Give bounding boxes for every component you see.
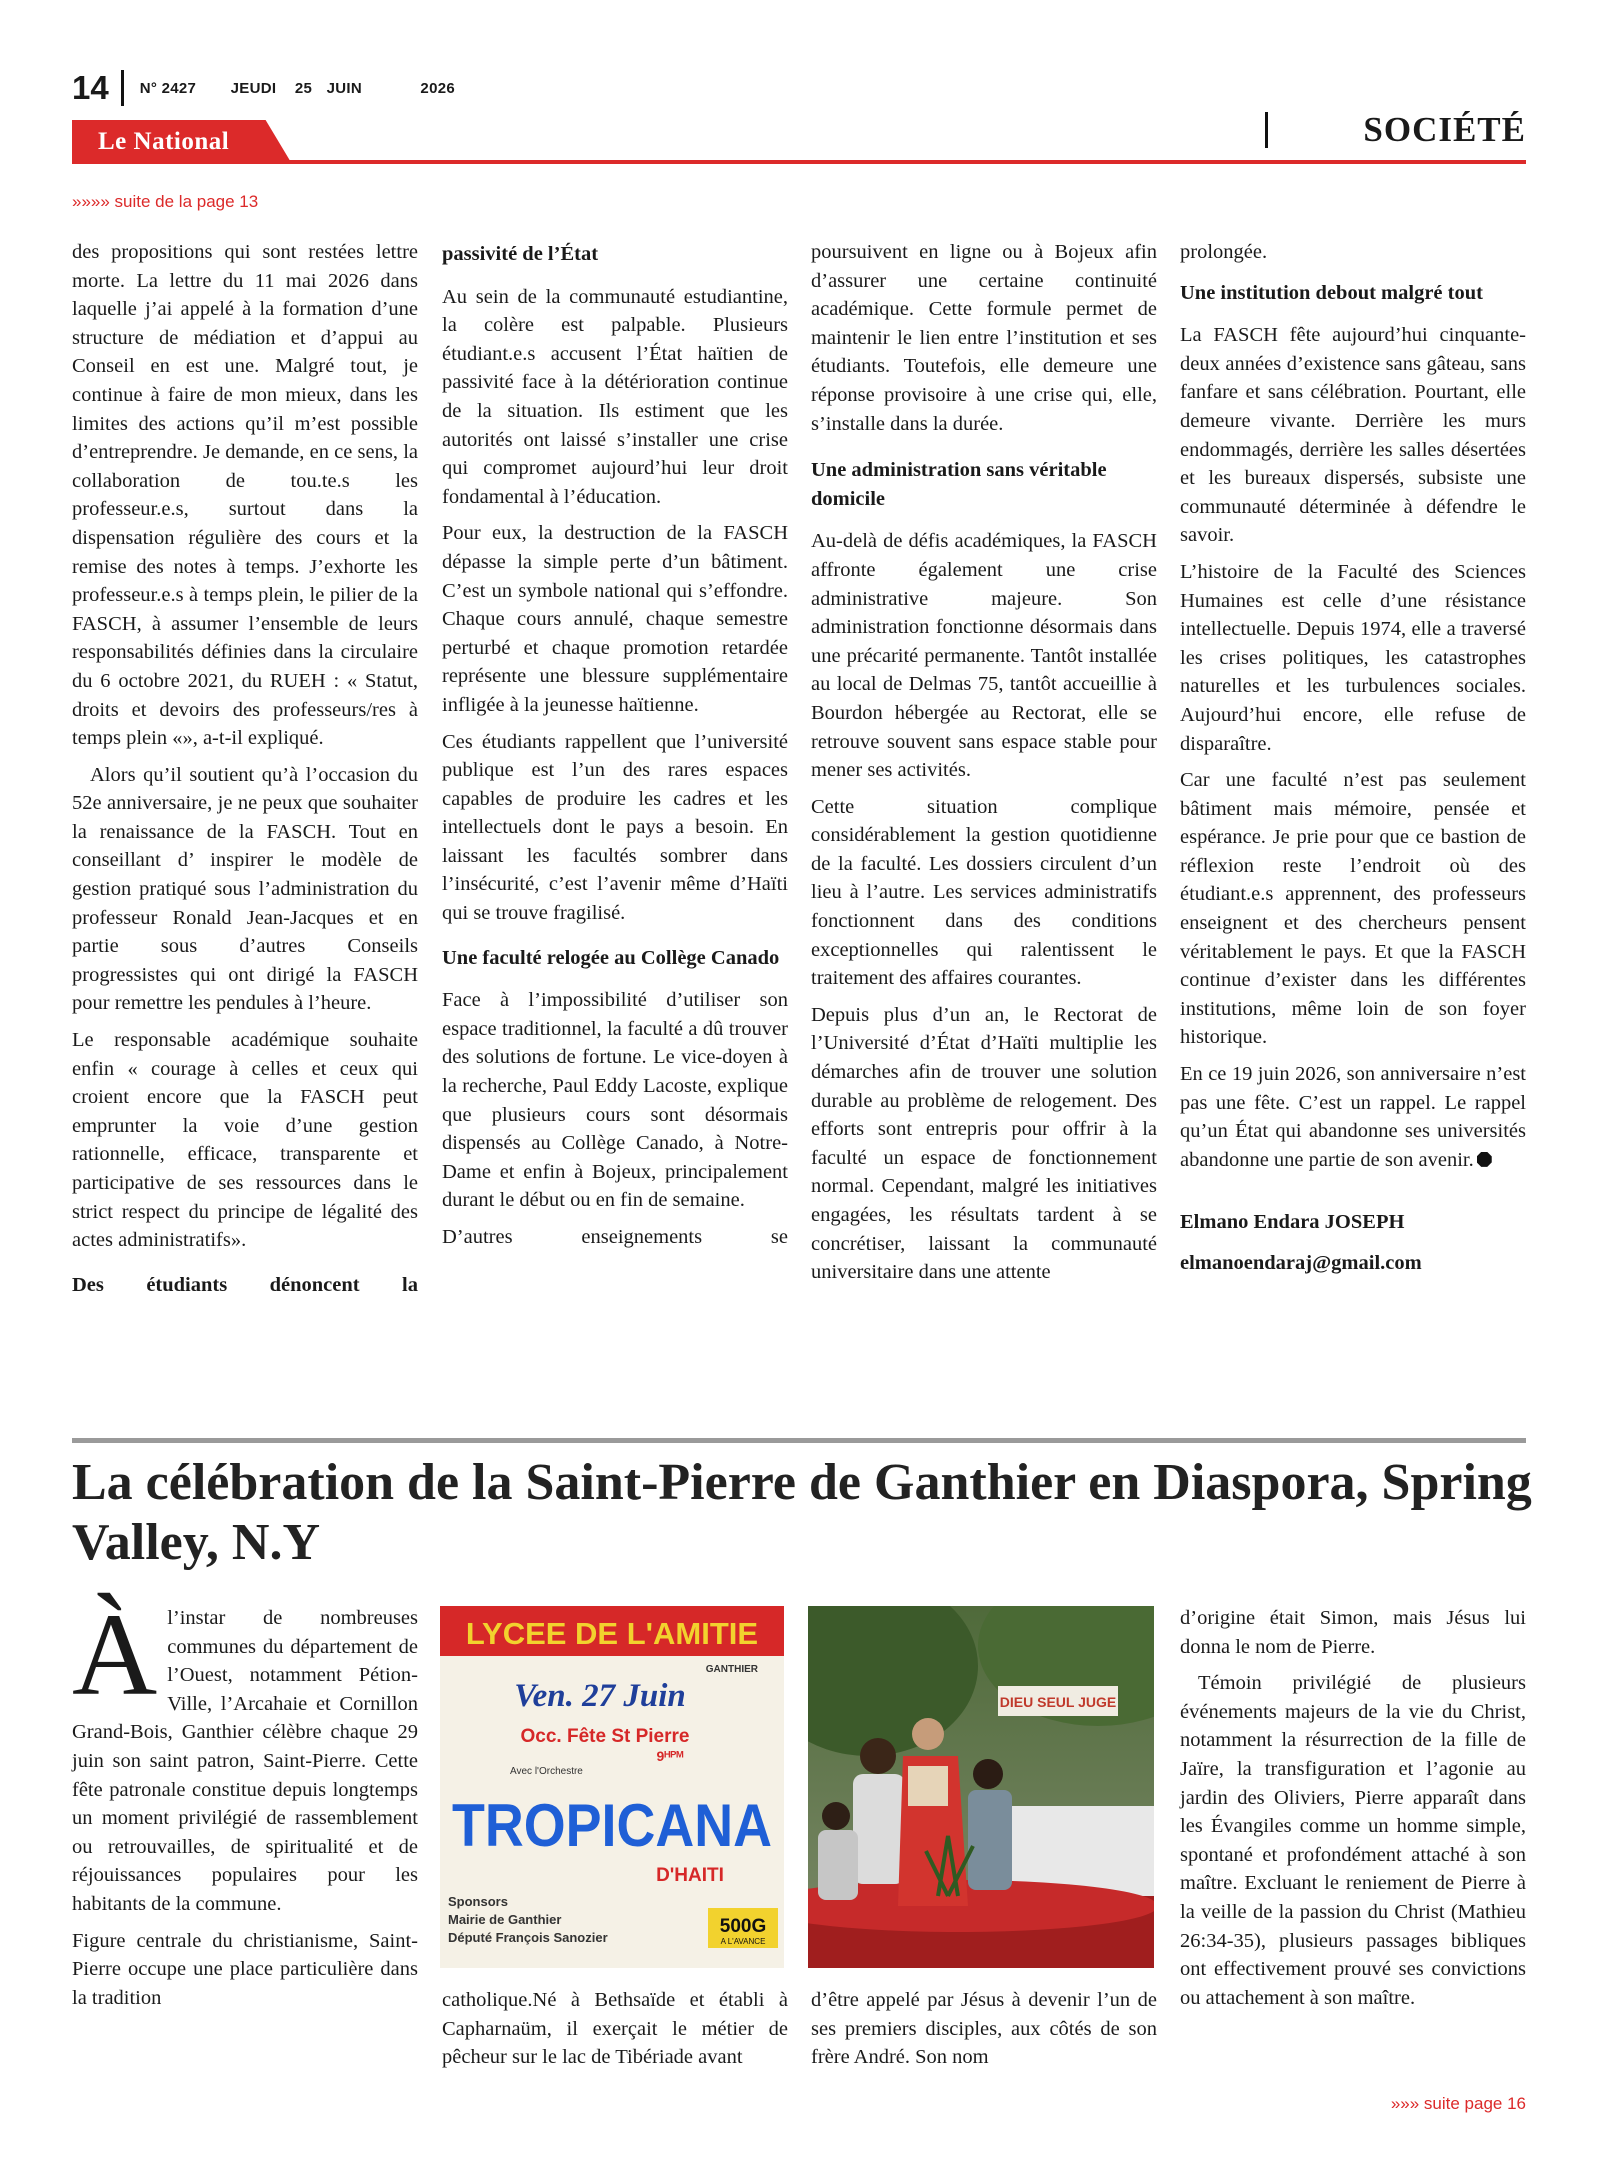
issue-year: 2026 (420, 79, 455, 97)
article1-column-1 (72, 238, 418, 1313)
header-rule (72, 160, 1526, 164)
issue-meta (140, 80, 485, 97)
poster-date: Ven. 27 Juin (514, 1678, 686, 1714)
poster-occasion: Occ. Fête St Pierre (520, 1726, 690, 1747)
poster-price-note: A L'AVANCE (720, 1937, 766, 1946)
subheading: Des étudiants dénoncent la (72, 1273, 418, 1296)
paragraph-text: En ce 19 juin 2026, son anniversaire n’est pas une fête. C’est un rappel. Le rappel qu’un État qui abandonne ses universités abandonne une partie de son avenir. (1180, 1063, 1526, 1171)
poster-sponsor-2: Député François Sanozier (448, 1930, 608, 1945)
poster-place: GANTHIER (705, 1664, 758, 1675)
paragraph (72, 1589, 418, 1919)
article1-column-4 (1180, 238, 1526, 1286)
paragraph: prolongée. (1180, 241, 1268, 263)
poster-time: 9ᴴᴾᴹ (656, 1748, 684, 1764)
issue-month: JUIN (326, 79, 362, 97)
article2-column-4 (1180, 1604, 1526, 2020)
procession-photo-graphic (808, 1606, 1154, 1968)
article-divider (72, 1438, 1526, 1443)
brand-name: Le National (98, 128, 230, 155)
paragraph: D’autres enseignements se (442, 1226, 788, 1248)
paragraph (1180, 1060, 1526, 1174)
paragraph: poursuivent en ligne ou à Bojeux afin d’assurer une certaine continuité académique. Cette formule permet de maintenir le lien entre l’institution et ses étudiants. Toutefois, elle demeure une réponse provisoire à une crise qui, elle, s’installe dans la durée. (811, 241, 1157, 435)
paragraph: des propositions qui sont restées lettre morte. La lettre du 11 mai 2026 dans laquelle j’ai appelé à la formation d’une structure de médiation et d’appui au Conseil en est une. Malgré tout, je continue à faire de mon mieux, dans les limites des actions qu’il m’est possible d’entreprendre. Je demande, en ce sens, la collaboration de tou.te.s les professeur.e.s, surtout dans la dispensation régulière des cours et la remise des notes à temps. J’exhorte les professeur.e.s à temps plein, le pilier de la FASCH, à assumer l’ensemble de leurs responsabilités définies dans la circulaire du 6 octobre 2021, du RUEH : « Statut, droits et devoirs des professeurs/res à temps plein «», a-t-il expliqué. (72, 241, 418, 750)
poster-price: 500G (719, 1916, 767, 1937)
paragraph: Car une faculté n’est pas seulement bâtiment mais mémoire, pensée et espérance. Je prie pour que ce bastion de réflexion reste l’endroit où des étudiant.e.s apprennent, des professeurs enseignent et des chercheurs pensent véritablement le pays. Et que la FASCH continue d’exister dans les différentes institutions, même loin de son foyer historique. (1180, 769, 1526, 1049)
paragraph: Le responsable académique souhaite enfin « courage à celles et ceux qui croient encore que la FASCH peut emprunter la voie d’une gestion rationnelle, efficace, transparente et participative de ses ressources dans le strict respect du principe de légalité des actes administratifs». (72, 1029, 418, 1252)
issue-number: N° 2427 (139, 79, 197, 97)
subheading: Une administration sans véritable domicile (811, 459, 1107, 510)
continued-from-link[interactable]: »»»» suite de la page 13 (72, 192, 259, 211)
section-divider (1265, 112, 1268, 148)
header-divider (121, 70, 124, 106)
paragraph: Face à l’impossibilité d’utiliser son espace traditionnel, la faculté a dû trouver des solutions de fortune. Le vice-doyen à la recherche, Paul Eddy Lacoste, explique que plusieurs cours sont désormais dispensés au Collège Canado, à Notre-Dame et enfin à Bojeux, principalement durant le début ou en fin de semaine. (442, 989, 788, 1212)
poster-title: LYCEE DE L'AMITIE (465, 1616, 759, 1651)
page-header (72, 68, 485, 108)
poster-band-sub: D'HAITI (656, 1865, 724, 1886)
subheading: passivité de l’État (442, 243, 599, 265)
paragraph: catholique.Né à Bethsaïde et établi à Capharnaüm, il exerçait le métier de pêcheur sur le lac de Tibériade avant (442, 1989, 788, 2069)
poster-graphic (440, 1606, 784, 1968)
paragraph: Cette situation complique considérablement la gestion quotidienne de la faculté. Les dossiers circulent d’un lieu à l’autre. Les services administratifs fonctionnent dans des conditions exceptionnelles qui ralentissent le traitement des affaires courantes. (811, 795, 1157, 990)
poster-band: TROPICANA (452, 1792, 772, 1859)
page-number: 14 (72, 69, 109, 106)
drop-cap: À (72, 1589, 158, 1720)
paragraph: Au sein de la communauté estudiantine, la colère est palpable. Plusieurs étudiant.e.s accusent l’État haïtien de passivité face à la détérioration continue de la situation. Ils estiment que les autorités ont laissé s’installer une crise qui compromet aujourd’hui leur droit fondamental à l’éducation. (442, 285, 788, 508)
subheading: Une institution debout malgré tout (1180, 281, 1483, 304)
paragraph: Pour eux, la destruction de la FASCH dépasse la simple perte d’un bâtiment. C’est un symbole national qui s’effondre. Chaque cours annulé, chaque semestre perturbé et chaque promotion retardée représente une blessure supplémentaire infligée à la jeunesse haïtienne. (442, 522, 788, 716)
event-poster-image (440, 1606, 784, 1968)
paragraph: Alors qu’il soutient qu’à l’occasion du 52e anniversaire, je ne peux que souhaiter la renaissance de la FASCH. Tout en conseillant d’ inspirer le modèle de gestion pratiqué sous l’administration du professeur Ronald Jean-Jacques et en partie sous d’autres Conseils progressistes qui ont dirigé la FASCH pour remettre les pendules à l’heure. (72, 763, 418, 1015)
paragraph: L’histoire de la Faculté des Sciences Humaines est celle d’une résistance intellectuelle. Depuis 1974, elle a traversé les crises politiques, les catastrophes naturelles et les turbulences sociales. Aujourd’hui encore, elle refuse de disparaître. (1180, 560, 1526, 755)
poster-sponsor-1: Mairie de Ganthier (448, 1912, 562, 1927)
issue-day: JEUDI (230, 79, 277, 97)
article1-column-2 (442, 238, 788, 1260)
issue-date: 25 (294, 79, 313, 97)
subheading: Une faculté relogée au Collège Canado (442, 946, 780, 969)
poster-sponsors-label: Sponsors (448, 1894, 508, 1909)
paragraph: Témoin privilégié de plusieurs événements majeurs de la vie du Christ, notamment la résurrection de la fille de Jaïre, la transfiguration et l’agonie au jardin des Oliviers, Pierre apparaît dans les Évangiles comme un homme simple, spontané et profondément attaché à son maître. Excluant le reniement de Pierre à la veille de la passion du Christ (Mathieu 26:34-35), plusieurs passages bibliques ont effectivement prouvé ses convictions ou attachement à son maître. (1180, 1672, 1526, 2009)
author-email[interactable]: elmanoendaraj@gmail.com (1180, 1252, 1422, 1274)
article1-column-3 (811, 238, 1157, 1295)
author-name: Elmano Endara JOSEPH (1180, 1211, 1405, 1234)
paragraph: Au-delà de défis académiques, la FASCH affronte également une crise administrative majeure. Son administration fonctionne désormais dans une précarité permanente. Tantôt installée au local de Delmas 75, tantôt accueillie à Bourdon hébergée au Rectorat, elle se retrouve souvent sans espace stable pour mener ses activités. (811, 530, 1157, 782)
paragraph: Depuis plus d’un an, le Rectorat de l’Université d’État d’Haïti multiplie les démarches afin de trouver une solution durable au problème de relogement. Des efforts sont entrepris pour offrir à la faculté un espace de fonctionnement normal. Cependant, malgré les initiatives engagées, les résultats tardent à se concrétiser, laissant la communauté universitaire dans une attente (811, 1003, 1157, 1284)
photo-sign: DIEU SEUL JUGE (999, 1694, 1117, 1710)
paragraph: Ces étudiants rappellent que l’université publique est l’un des rares espaces capables de produire les cadres et les intellectuels dont le pays a besoin. En laissant les facultés sombrer dans l’insécurité, c’est l’avenir même d’Haïti qui se trouve fragilisé. (442, 730, 788, 925)
article2-column-1 (72, 1589, 418, 2020)
article2-column-3 (811, 1986, 1157, 2080)
article2-column-2 (442, 1986, 788, 2080)
paragraph: d’être appelé par Jésus à devenir l’un de ses premiers disciples, aux côtés de son frère André. Son nom (811, 1989, 1157, 2069)
procession-photo (808, 1606, 1154, 1968)
end-mark-icon (1477, 1152, 1492, 1167)
article2-headline: La célébration de la Saint-Pierre de Ganthier en Diaspora, Spring Valley, N.Y (72, 1454, 1532, 1571)
paragraph: Figure centrale du christianisme, Saint-Pierre occupe une place particulière dans la tradition (72, 1929, 418, 2009)
paragraph-text: l’instar de nombreuses communes du département de l’Ouest, notamment Pétion-Ville, l’Arcahaie et Cornillon Grand-Bois, Ganthier célèbre chaque 29 juin son saint patron, Saint-Pierre. Cette fête patronale constitue depuis longtemps un moment privilégié de rassemblement ou retrouvailles, de spiritualité et de réjouissances populaires pour les habitants de la commune. (72, 1607, 418, 1915)
section-label: SOCIÉTÉ (1363, 110, 1526, 149)
continued-to-link[interactable]: »»» suite page 16 (1390, 2094, 1526, 2113)
poster-with: Avec l'Orchestre (510, 1766, 583, 1777)
paragraph: La FASCH fête aujourd’hui cinquante-deux années d’existence sans gâteau, sans fanfare et sans célébration. Pourtant, elle demeure vivante. Derrière les murs endommagés, derrière les salles désertées et les bureaux dispersés, subsiste une communauté déterminée à défendre le savoir. (1180, 324, 1526, 547)
paragraph: d’origine était Simon, mais Jésus lui donna le nom de Pierre. (1180, 1607, 1526, 1658)
